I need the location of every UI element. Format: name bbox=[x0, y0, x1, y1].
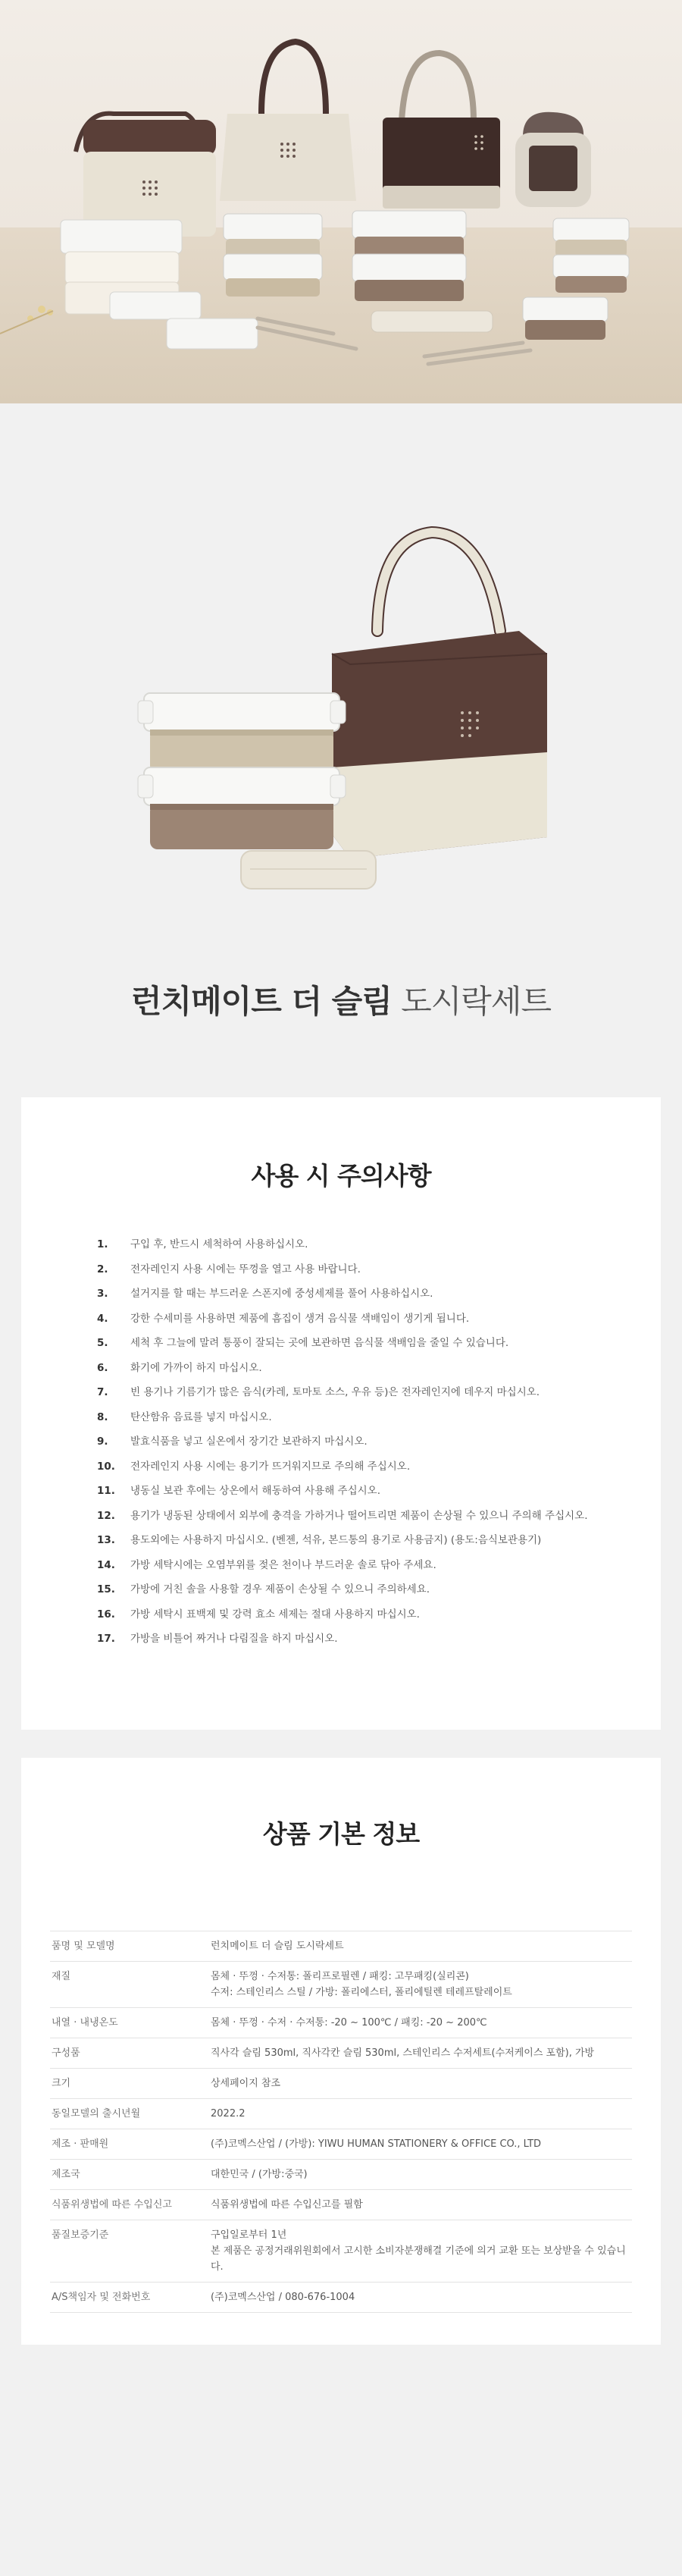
caution-text: 발효식품을 넣고 실온에서 장기간 보관하지 마십시오. bbox=[130, 1435, 368, 1448]
product-title-bold: 런치메이트 더 슬림 bbox=[130, 983, 392, 1020]
caution-number: 1. bbox=[97, 1238, 108, 1250]
caution-item bbox=[97, 1238, 627, 1263]
product-info-title: 상품 기본 정보 bbox=[262, 1819, 420, 1849]
info-key: 재질 bbox=[50, 1962, 211, 2008]
caution-text: 가방 세탁시에는 오염부위를 젖은 천이나 부드러운 솔로 닦아 주세요. bbox=[130, 1558, 436, 1571]
caution-number: 15. bbox=[97, 1583, 115, 1595]
caution-item bbox=[97, 1435, 627, 1460]
info-value: 런치메이트 더 슬림 도시락세트 bbox=[211, 1941, 344, 1952]
caution-text: 냉동실 보관 후에는 상온에서 해동하여 사용해 주십시오. bbox=[130, 1485, 380, 1497]
caution-item bbox=[97, 1509, 627, 1534]
info-value-cell bbox=[211, 2008, 632, 2038]
info-row bbox=[50, 2190, 632, 2220]
caution-number: 2. bbox=[97, 1263, 108, 1275]
container-beige bbox=[138, 693, 346, 773]
cautions-title: 사용 시 주의사항 bbox=[251, 1161, 431, 1191]
caution-number: 4. bbox=[97, 1312, 108, 1325]
caution-text: 설거지를 할 때는 부드러운 스폰지에 중성세제를 풀어 사용하십시오. bbox=[130, 1288, 433, 1300]
product-info-card bbox=[21, 1758, 661, 2345]
caution-number: 16. bbox=[97, 1608, 115, 1621]
caution-text: 용기가 냉동된 상태에서 외부에 충격을 가하거나 떨어트리면 제품이 손상될 수 있으니 주의해 주십시오. bbox=[130, 1509, 588, 1522]
caution-text: 가방을 비틀어 짜거나 다림질을 하지 마십시오. bbox=[130, 1633, 338, 1645]
container-brown bbox=[138, 767, 346, 849]
info-value: 식품위생법에 따른 수입신고를 필함 bbox=[211, 2199, 363, 2210]
info-row bbox=[50, 2129, 632, 2160]
info-value-cell bbox=[211, 2220, 632, 2283]
info-row bbox=[50, 2069, 632, 2099]
info-key: 내열 · 내냉온도 bbox=[50, 2008, 211, 2038]
caution-item bbox=[97, 1336, 627, 1361]
hero-scene bbox=[0, 0, 682, 403]
caution-item bbox=[97, 1385, 627, 1410]
info-key: 동일모델의 출시년월 bbox=[50, 2099, 211, 2129]
caution-text: 가방에 거친 솔을 사용할 경우 제품이 손상될 수 있으니 주의하세요. bbox=[130, 1583, 430, 1595]
product-title-light: 도시락세트 bbox=[401, 983, 552, 1020]
info-row bbox=[50, 2008, 632, 2038]
caution-number: 10. bbox=[97, 1460, 115, 1473]
info-value: 몸체 · 뚜껑 · 수저 · 수저통: -20 ~ 100℃ / 패킹: -20 ~ 200℃ bbox=[211, 2017, 487, 2028]
caution-text: 강한 수세미를 사용하면 제품에 흠집이 생겨 음식물 색배임이 생기게 됩니다. bbox=[130, 1312, 470, 1325]
caution-number: 3. bbox=[97, 1288, 108, 1300]
info-key: 식품위생법에 따른 수입신고 bbox=[50, 2190, 211, 2220]
caution-number: 13. bbox=[97, 1534, 115, 1546]
info-key: 크기 bbox=[50, 2069, 211, 2099]
info-value-cell bbox=[211, 2190, 632, 2220]
caution-item bbox=[97, 1263, 627, 1288]
info-value: 구입일로부터 1년 bbox=[211, 2229, 287, 2241]
caution-number: 5. bbox=[97, 1337, 108, 1349]
info-value: (주)코멕스산업 / (가방): YIWU HUMAN STATIONERY & OFFICE CO., LTD bbox=[211, 2138, 542, 2150]
caution-number: 11. bbox=[97, 1485, 115, 1497]
info-row bbox=[50, 1962, 632, 2008]
info-key: 품질보증기준 bbox=[50, 2220, 211, 2283]
caution-item bbox=[97, 1558, 627, 1583]
caution-number: 17. bbox=[97, 1633, 115, 1645]
info-value-cell bbox=[211, 2038, 632, 2069]
info-value: 직사각 슬림 530ml, 직사각칸 슬림 530ml, 스테인리스 수저세트(수저케이스 포함), 가방 bbox=[211, 2047, 595, 2059]
caution-number: 8. bbox=[97, 1410, 108, 1423]
info-value-cell bbox=[211, 1962, 632, 2008]
caution-text: 탄산함유 음료를 넣지 마십시오. bbox=[130, 1410, 272, 1423]
info-value-line2: 본 제품은 공정거래위원회에서 고시한 소비자분쟁해결 기준에 의거 교환 또는 보상받을 수 있습니다. bbox=[211, 2245, 626, 2273]
info-key: 구성품 bbox=[50, 2038, 211, 2069]
info-row bbox=[50, 2160, 632, 2190]
info-value-cell bbox=[211, 2099, 632, 2129]
product-title bbox=[0, 977, 682, 1022]
info-key: A/S책임자 및 전화번호 bbox=[50, 2283, 211, 2313]
cautions-card bbox=[21, 1097, 661, 1730]
info-value: (주)코멕스산업 / 080-676-1004 bbox=[211, 2292, 355, 2303]
caution-text: 구입 후, 반드시 세척하여 사용하십시오. bbox=[130, 1238, 308, 1250]
info-value-cell bbox=[211, 2160, 632, 2190]
lunch-bag bbox=[332, 532, 547, 858]
info-value-cell bbox=[211, 2283, 632, 2313]
info-row bbox=[50, 2283, 632, 2313]
info-value: 상세페이지 참조 bbox=[211, 2078, 281, 2089]
info-row bbox=[50, 2220, 632, 2283]
caution-text: 화기에 가까이 하지 마십시오. bbox=[130, 1361, 262, 1374]
caution-item bbox=[97, 1632, 627, 1657]
info-value-line2: 수저: 스테인리스 스틸 / 가방: 폴리에스터, 폴리에틸렌 테레프탈레이트 bbox=[211, 1987, 512, 1998]
caution-number: 9. bbox=[97, 1435, 108, 1448]
caution-item bbox=[97, 1484, 627, 1509]
mini-bag-right bbox=[515, 112, 591, 207]
caution-text: 가방 세탁시 표백제 및 강력 효소 세제는 절대 사용하지 마십시오. bbox=[130, 1608, 420, 1621]
info-key: 제조 · 판매원 bbox=[50, 2129, 211, 2160]
caution-item bbox=[97, 1287, 627, 1312]
product-showcase bbox=[0, 403, 682, 1073]
caution-item bbox=[97, 1533, 627, 1558]
info-value-cell bbox=[211, 2129, 632, 2160]
info-value: 몸체 · 뚜껑 · 수저통: 폴리프로필렌 / 패킹: 고무패킹(실리콘) bbox=[211, 1971, 469, 1982]
hero-product-photo bbox=[0, 0, 682, 403]
caution-number: 12. bbox=[97, 1509, 115, 1522]
info-row bbox=[50, 1931, 632, 1962]
caution-item bbox=[97, 1583, 627, 1608]
caution-text: 전자레인지 사용 시에는 용기가 뜨거워지므로 주의해 주십시오. bbox=[130, 1460, 411, 1473]
info-value-cell bbox=[211, 2069, 632, 2099]
info-row bbox=[50, 2038, 632, 2069]
cautions-list bbox=[97, 1238, 627, 1657]
info-value: 대한민국 / (가방:중국) bbox=[211, 2169, 308, 2180]
caution-item bbox=[97, 1312, 627, 1337]
info-key: 제조국 bbox=[50, 2160, 211, 2190]
cooler-bag-left bbox=[76, 114, 216, 237]
product-set-illustration bbox=[0, 403, 682, 965]
info-value-cell bbox=[211, 1931, 632, 1962]
caution-number: 7. bbox=[97, 1386, 108, 1398]
info-value: 2022.2 bbox=[211, 2108, 246, 2119]
caution-item bbox=[97, 1361, 627, 1386]
caution-item bbox=[97, 1608, 627, 1633]
caution-text: 빈 용기나 기름기가 많은 음식(카레, 토마토 소스, 우유 등)은 전자레인지에 데우지 마십시오. bbox=[130, 1386, 540, 1398]
caution-text: 용도외에는 사용하지 마십시오. (벤젠, 석유, 본드통의 용기로 사용금지) (용도:음식보관용기) bbox=[130, 1534, 542, 1546]
cutlery-case bbox=[241, 851, 376, 889]
info-key: 품명 및 모델명 bbox=[50, 1931, 211, 1962]
caution-number: 14. bbox=[97, 1558, 115, 1571]
caution-item bbox=[97, 1460, 627, 1485]
caution-text: 세척 후 그늘에 말려 통풍이 잘되는 곳에 보관하면 음식물 색배임을 줄일 수 있습니다. bbox=[130, 1337, 509, 1349]
caution-number: 6. bbox=[97, 1361, 108, 1374]
product-info-table bbox=[50, 1931, 632, 2313]
info-row bbox=[50, 2099, 632, 2129]
caution-item bbox=[97, 1410, 627, 1435]
caution-text: 전자레인지 사용 시에는 뚜껑을 열고 사용 바랍니다. bbox=[130, 1263, 361, 1275]
